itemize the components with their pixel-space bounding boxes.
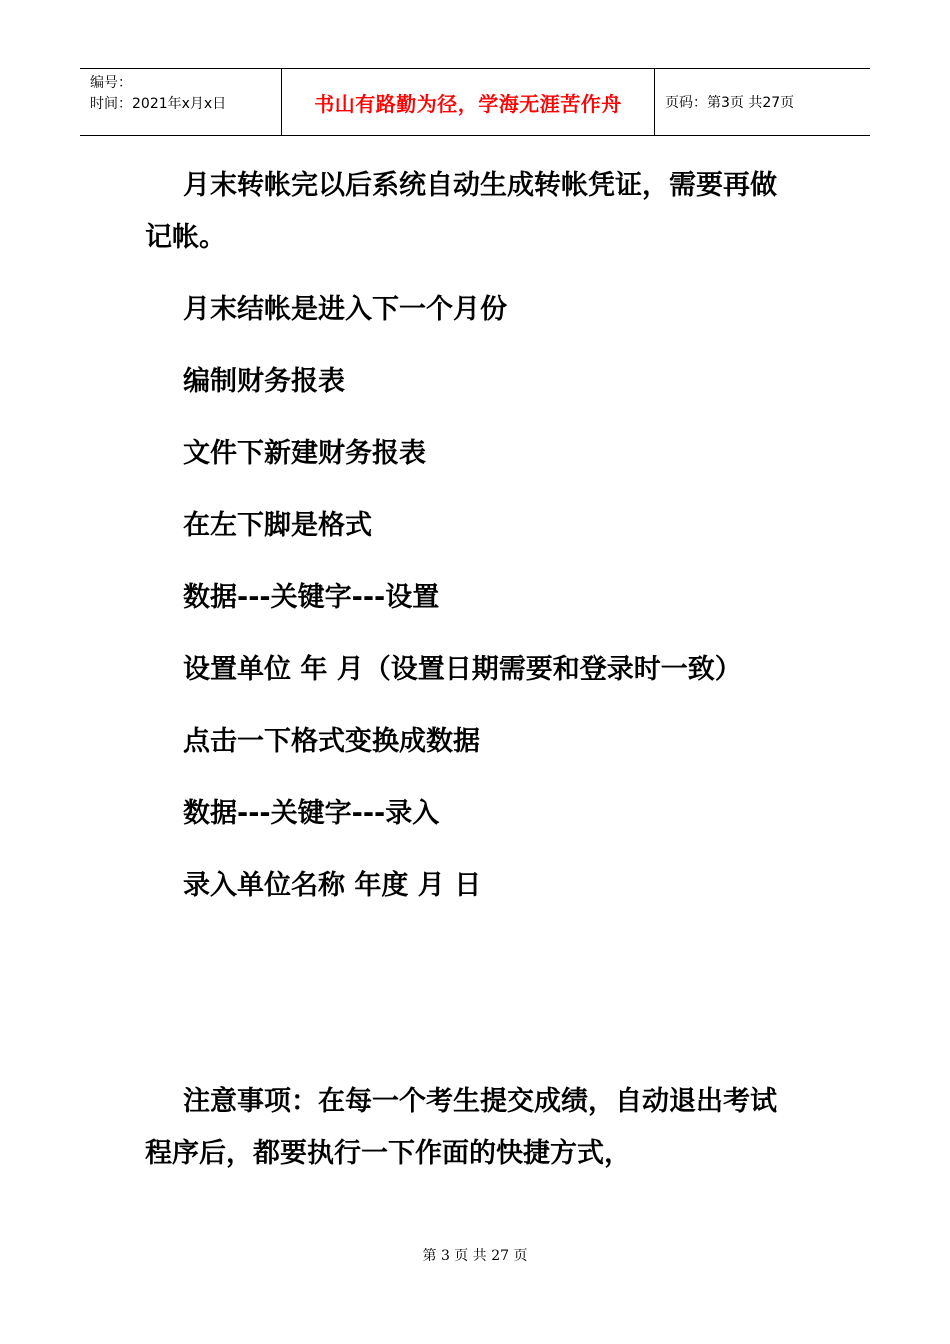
paragraph-text: 数据---关键字---设置 — [183, 582, 440, 613]
paragraph — [145, 860, 795, 912]
paragraph — [145, 788, 795, 840]
header-page-info: 页码：第3页 共27页 — [665, 95, 795, 111]
paragraph — [145, 572, 795, 624]
header-page-cell — [655, 69, 870, 135]
paragraph-text: 在左下脚是格式 — [183, 510, 372, 541]
paragraph-text: 编制财务报表 — [183, 366, 345, 397]
paragraph-text: 月末转帐完以后系统自动生成转帐凭证，需要再做记帐。 — [145, 170, 777, 253]
paragraph-text: 注意事项：在每一个考生提交成绩，自动退出考试程序后，都要执行一下作面的快捷方式， — [145, 1086, 777, 1169]
paragraph-text: 数据---关键字---录入 — [183, 798, 440, 829]
header-meta-cell — [80, 69, 282, 135]
paragraph — [145, 356, 795, 408]
page-footer — [0, 1245, 950, 1265]
header-motto: 书山有路勤为径，学海无涯苦作舟 — [314, 91, 622, 116]
footer-page-number: 第 3 页 共 27 页 — [422, 1248, 528, 1264]
paragraph-text: 设置单位 年 月（设置日期需要和登录时一致） — [183, 654, 742, 685]
paragraph-text: 录入单位名称 年度 月 日 — [183, 870, 482, 901]
paragraph-text: 月末结帐是进入下一个月份 — [183, 294, 507, 325]
paragraph — [145, 644, 795, 696]
paragraph — [145, 716, 795, 768]
paragraph — [145, 428, 795, 480]
header-motto-cell — [282, 69, 655, 135]
paragraph — [145, 500, 795, 552]
paragraph-text: 文件下新建财务报表 — [183, 438, 426, 469]
paragraph — [145, 1076, 795, 1180]
paragraph-text: 点击一下格式变换成数据 — [183, 726, 480, 757]
paragraph — [145, 160, 795, 264]
document-number-label: 编号： — [90, 75, 132, 91]
document-time-label: 时间：2021年x月x日 — [90, 96, 227, 112]
page-header — [80, 68, 870, 136]
paragraph — [145, 284, 795, 336]
